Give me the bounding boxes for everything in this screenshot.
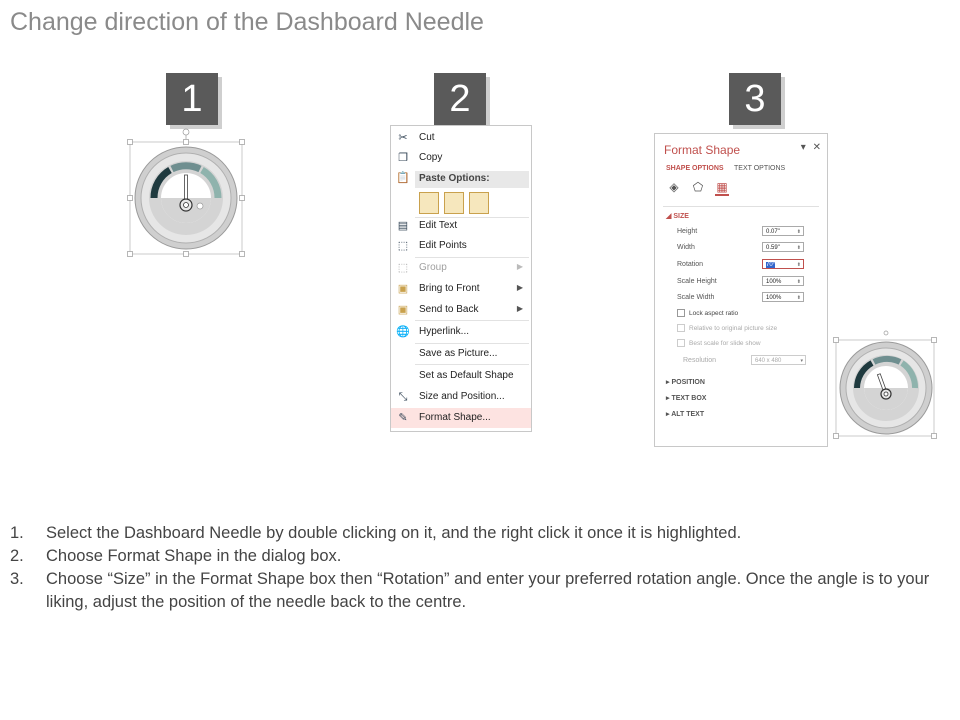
rotation-input[interactable] (762, 259, 804, 269)
format-shape-pane (654, 133, 828, 447)
submenu-arrow-icon: ▶ (516, 283, 523, 292)
instruction-text: Choose Format Shape in the dialog box. (46, 547, 342, 565)
tab-text-options[interactable]: TEXT OPTIONS (734, 165, 786, 172)
menu-item-label: Save as Picture... (419, 348, 498, 359)
dropdown-arrow-icon[interactable]: ▾ (800, 142, 806, 153)
instruction-item (10, 522, 930, 545)
menu-separator (415, 320, 529, 321)
instructions-list (10, 522, 930, 614)
menu-item-label: Cut (419, 132, 435, 143)
textbox-section-header[interactable]: ▸ TEXT BOX (666, 395, 707, 402)
paste-icon: 📋 (396, 172, 410, 184)
menu-item-size-and-position[interactable] (391, 387, 531, 407)
alttext-header-label: ALT TEXT (671, 411, 705, 418)
menu-item-label: Send to Back (419, 304, 479, 315)
scale-height-value: 100% (766, 279, 782, 285)
size-section-header[interactable]: ◢ SIZE (666, 213, 689, 220)
best-scale-checkbox (677, 339, 685, 347)
page-title: Change direction of the Dashboard Needle (10, 8, 484, 36)
menu-item-label: Set as Default Shape (419, 370, 514, 381)
bring-front-icon: ▣ (397, 283, 409, 295)
lock-aspect-label: Lock aspect ratio (689, 310, 739, 317)
menu-item-hyperlink[interactable] (391, 322, 531, 342)
menu-item-save-as-picture[interactable] (391, 344, 531, 364)
paste-merge-formatting-icon[interactable] (444, 192, 464, 214)
menu-item-edit-text[interactable] (391, 216, 531, 236)
best-scale-label: Best scale for slide show (689, 340, 761, 347)
size-position-icon: ⤡ (398, 391, 408, 403)
paste-options-header (415, 171, 529, 188)
paste-options-label: Paste Options: (419, 173, 490, 184)
lock-aspect-checkbox[interactable] (677, 309, 685, 317)
scale-width-input[interactable] (762, 292, 804, 302)
menu-item-group (391, 258, 531, 278)
resolution-select (751, 355, 806, 365)
instruction-text: Select the Dashboard Needle by double clicking on it, and the right click it once it is highlighted. (46, 524, 742, 542)
menu-item-send-to-back[interactable] (391, 300, 531, 320)
width-label: Width (677, 244, 695, 251)
spinner-icon[interactable]: ⬍ (796, 262, 801, 268)
scale-height-label: Scale Height (677, 278, 717, 285)
copy-icon: ❐ (398, 152, 408, 164)
effects-pentagon-icon[interactable]: ⬠ (692, 180, 704, 194)
dashboard-gauge-selected[interactable] (120, 125, 255, 260)
submenu-arrow-icon: ▶ (516, 304, 523, 313)
menu-item-label: Edit Text (419, 220, 458, 231)
instruction-number: 3. (10, 570, 24, 588)
menu-separator (415, 364, 529, 365)
height-value: 0.07" (766, 229, 780, 235)
close-icon[interactable]: ✕ (812, 142, 821, 153)
menu-item-label: Group (419, 262, 447, 273)
menu-item-label: Edit Points (419, 240, 467, 251)
pane-controls (801, 142, 821, 153)
instruction-text: Choose “Size” in the Format Shape box then “Rotation” and enter your preferred rotation angle. Once the angle is to your liking, adjust the position of the needle back to the centre. (46, 570, 930, 611)
menu-item-edit-points[interactable] (391, 236, 531, 256)
position-section-header[interactable]: ▸ POSITION (666, 379, 705, 386)
relative-size-checkbox (677, 324, 685, 332)
scale-height-input[interactable] (762, 276, 804, 286)
fill-line-icon[interactable]: ◈ (669, 180, 679, 194)
send-back-icon: ▣ (397, 304, 409, 316)
menu-item-bring-to-front[interactable] (391, 279, 531, 299)
instruction-number: 1. (10, 524, 24, 542)
width-value: 0.59" (766, 245, 780, 251)
instruction-item (10, 568, 930, 614)
paste-keep-formatting-icon[interactable] (419, 192, 439, 214)
spinner-icon[interactable]: ⬍ (796, 279, 801, 285)
dashboard-gauge-rotated[interactable] (830, 330, 940, 442)
menu-item-label: Bring to Front (419, 283, 480, 294)
menu-item-label: Hyperlink... (419, 326, 470, 337)
menu-item-cut[interactable] (391, 128, 531, 148)
rotation-value: 70° (766, 262, 776, 268)
size-header-label: SIZE (673, 213, 689, 220)
spinner-icon[interactable]: ⬍ (796, 229, 801, 235)
chevron-down-icon: ▾ (800, 358, 803, 364)
scale-width-label: Scale Width (677, 294, 715, 301)
pane-title: Format Shape (664, 143, 741, 157)
size-properties-icon[interactable]: ▦ (716, 180, 728, 194)
hyperlink-icon: 🌐 (396, 326, 410, 338)
menu-item-set-default-shape[interactable] (391, 366, 531, 386)
pane-divider (663, 206, 819, 207)
position-header-label: POSITION (671, 379, 705, 386)
menu-item-format-shape[interactable] (391, 408, 531, 428)
textbox-header-label: TEXT BOX (671, 395, 707, 402)
paste-picture-icon[interactable] (469, 192, 489, 214)
spinner-icon[interactable]: ⬍ (796, 295, 801, 301)
format-shape-icon: ✎ (398, 412, 408, 424)
step-badge-1: 1 (166, 73, 218, 125)
height-label: Height (677, 228, 698, 235)
edit-text-icon: ▤ (397, 220, 409, 232)
context-menu (390, 125, 532, 432)
alttext-section-header[interactable]: ▸ ALT TEXT (666, 411, 705, 418)
height-input[interactable] (762, 226, 804, 236)
menu-item-label: Size and Position... (419, 391, 505, 402)
width-input[interactable] (762, 242, 804, 252)
menu-item-label: Format Shape... (419, 412, 491, 423)
scissors-icon: ✂ (398, 132, 408, 144)
scale-width-value: 100% (766, 295, 782, 301)
spinner-icon[interactable]: ⬍ (796, 245, 801, 251)
instruction-number: 2. (10, 547, 24, 565)
group-icon: ⬚ (397, 262, 409, 274)
rotation-label: Rotation (677, 261, 704, 268)
step-badge-2: 2 (434, 73, 486, 125)
step-badge-3: 3 (729, 73, 781, 125)
paste-icon-row (391, 168, 415, 188)
submenu-arrow-icon: ▶ (516, 262, 523, 271)
resolution-value: 640 x 480 (755, 358, 782, 364)
menu-item-copy[interactable] (391, 148, 531, 168)
instruction-item (10, 545, 930, 568)
tab-shape-options[interactable]: SHAPE OPTIONS (666, 165, 724, 172)
edit-points-icon: ⬚ (397, 240, 409, 252)
relative-size-label: Relative to original picture size (689, 325, 778, 332)
resolution-label: Resolution (683, 357, 717, 364)
menu-item-label: Copy (419, 152, 443, 163)
